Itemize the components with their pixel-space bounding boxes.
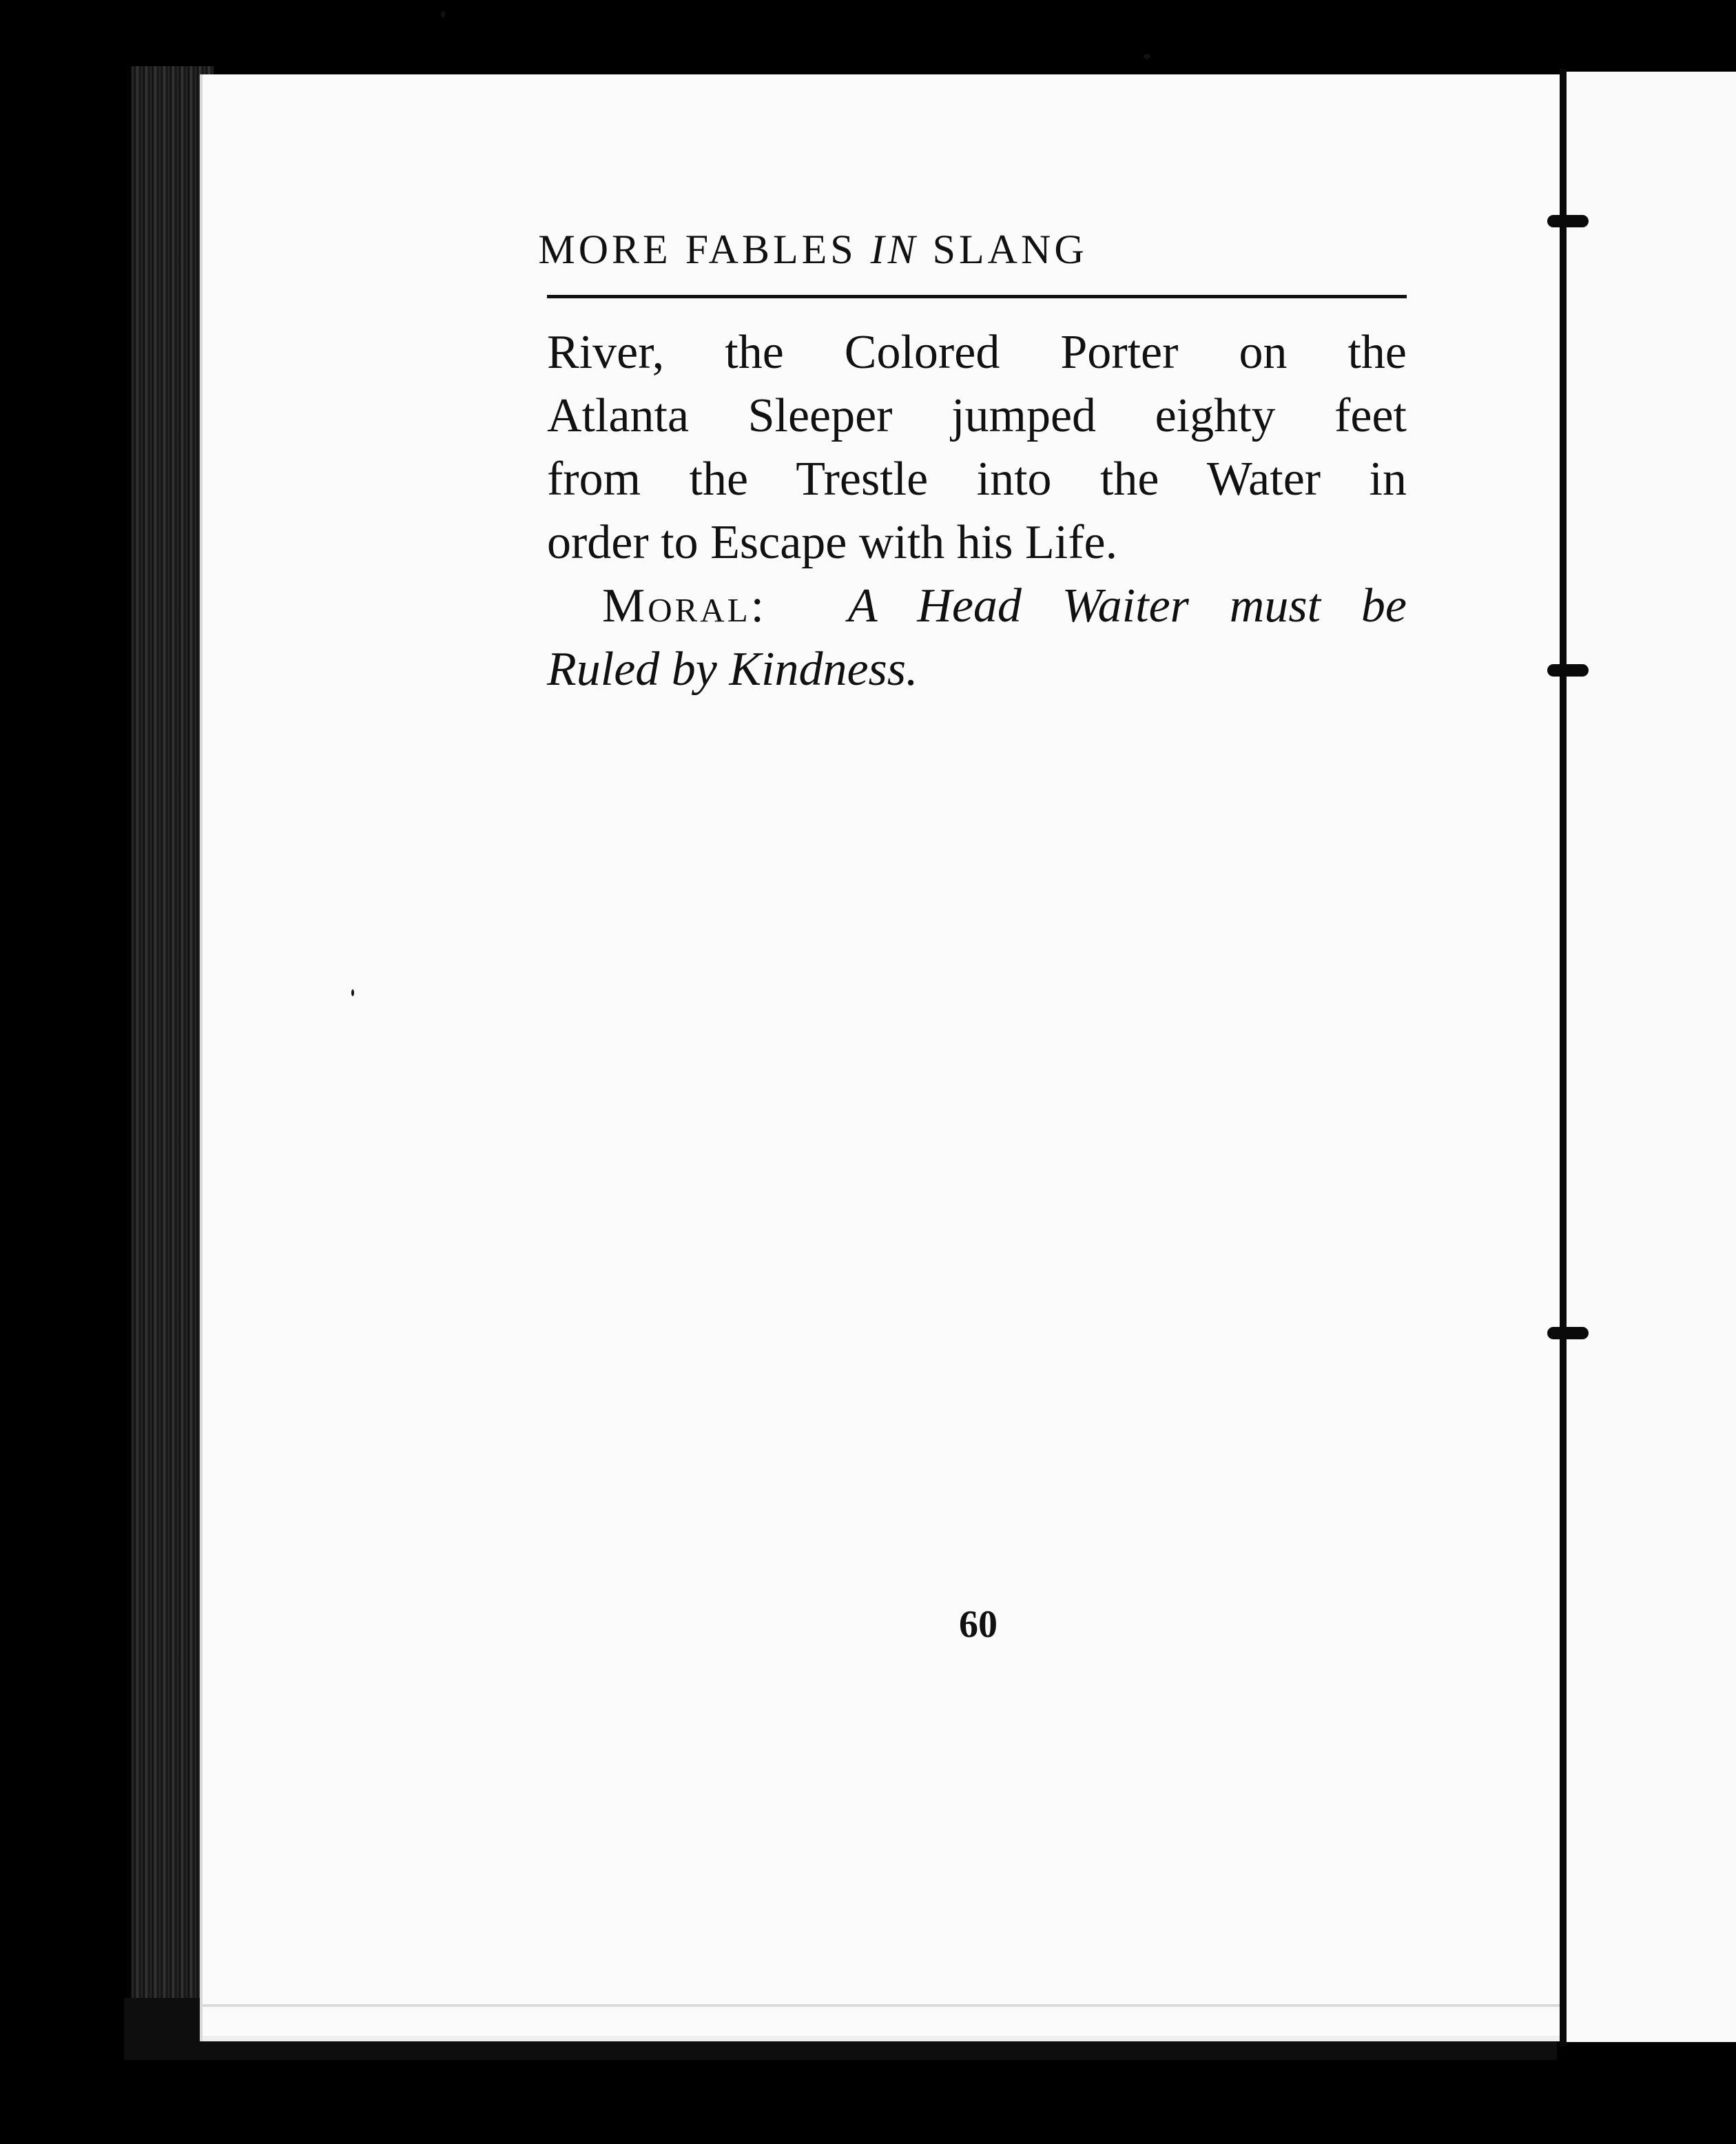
dust-speck (351, 989, 354, 996)
moral-text: A Head Waiter must be (847, 579, 1407, 632)
moral-line (547, 575, 1407, 638)
moral-label: Moral: (602, 579, 767, 632)
dust-speck (1144, 54, 1150, 59)
binding-stitch (1547, 215, 1589, 227)
body-line: River, the Colored Porter on the (547, 326, 1407, 379)
binding-stitch (1547, 664, 1589, 677)
body-text (547, 321, 1407, 701)
page-number: 60 (959, 1603, 998, 1646)
running-head-before: MORE FABLES (538, 227, 857, 272)
gutter-binding (1560, 69, 1567, 2046)
binding-stitch (1547, 1327, 1589, 1339)
body-line: order to Escape with his Life. (547, 516, 1118, 569)
dust-speck (441, 11, 445, 18)
body-line: from the Trestle into the Water in (547, 453, 1407, 506)
page-bottom-edge (203, 2004, 1567, 2007)
running-head (344, 226, 1281, 274)
moral-line-continued: Ruled by Kindness. (547, 643, 918, 696)
running-head-after: SLANG (932, 227, 1088, 272)
right-page-edge (1567, 72, 1736, 2042)
running-head-italic: IN (870, 227, 919, 272)
body-line: Atlanta Sleeper jumped eighty feet (547, 389, 1407, 442)
header-rule (547, 295, 1407, 298)
